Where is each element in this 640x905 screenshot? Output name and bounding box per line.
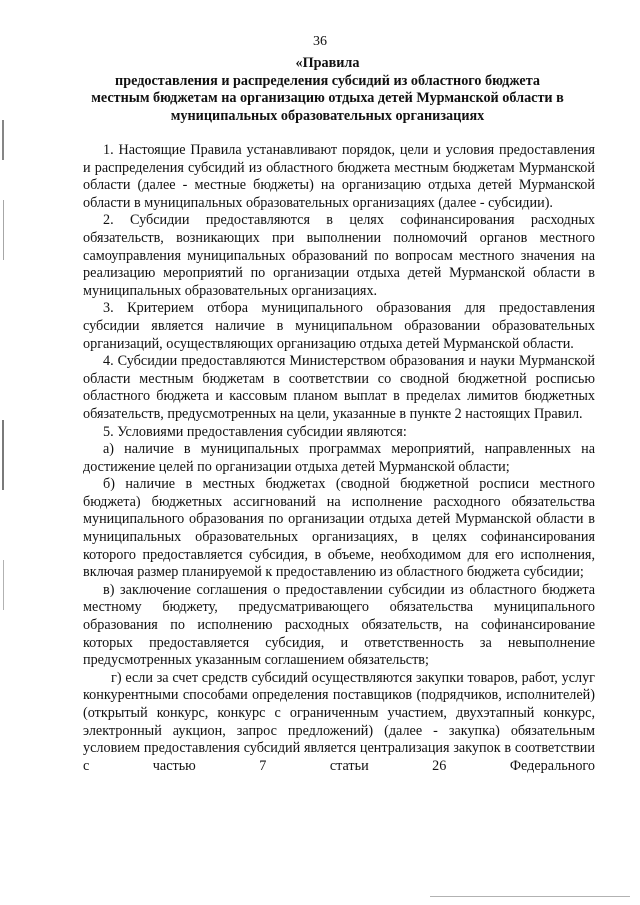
title-line-4: муниципальных образовательных организациях [170,107,485,124]
scan-mark-left-1 [2,120,4,160]
document-body [83,142,595,775]
paragraph-5a: а) наличие в муниципальных программах мероприятий, направленных на достижение целей по организации отдыха детей Мурманской области; [83,441,595,475]
scan-mark-left-3 [2,420,4,490]
document-title [60,55,595,125]
page-number: 36 [313,34,327,49]
paragraph-5: 5. Условиями предоставления субсидии являются: [103,423,407,440]
paragraph-1: 1. Настоящие Правила устанавливают порядок, цели и условия предоставления и распределения субсидий из областного бюджета местным бюджетам Мурманской области (далее - местные бюджеты) на организацию отдыха детей Мурманской области в муниципальных образовательных организациях (далее - субсидии). [83,142,595,211]
scan-mark-left-2 [3,200,4,260]
paragraph-5b: б) наличие в местных бюджетах (сводной бюджетной росписи местного бюджета) бюджетных ассигнований на исполнение расходного обязательства муниципального образования по организации отдыха детей Мурманской области в муниципальных образовательных организациях, в целях софинансирования которого предоставляется субсидия, в объеме, необходимом для его исполнения, включая размер планируемой к предоставлению из областного бюджета субсидии; [83,476,595,581]
title-line-2: предоставления и распределения субсидий из областного бюджета [115,72,540,89]
paragraph-3: 3. Критерием отбора муниципального образования для предоставления субсидии является наличие в муниципальном образовании образовательных организаций, осуществляющих организацию отдыха детей Мурманской области. [83,300,595,352]
paragraph-5g: г) если за счет средств субсидий осуществляются закупки товаров, работ, услуг конкурентными способами определения поставщиков (подрядчиков, исполнителей) (открытый конкурс, конкурс с ограниченным участием, двухэтапный конкурс, электронный аукцион, запрос предложений) (далее - закупка) обязательным условием предоставления субсидий является централизация закупок в соответствии с частью 7 статьи 26 Федерального [83,669,595,774]
paragraph-5v: в) заключение соглашения о предоставлении субсидии из областного бюджета местному бюджету, предусматривающего обязательства муниципального образования по исполнению расходных обязательств, на софинансирование которых предоставляется субсидия, и ответственность за невыполнение предусмотренных указанным соглашением обязательств; [83,581,595,669]
scan-mark-bottom [430,896,630,897]
paragraph-2: 2. Субсидии предоставляются в целях софинансирования расходных обязательств, возникающих при выполнении полномочий органов местного самоуправления муниципальных образований по вопросам местного значения на реализацию мероприятий по организации отдыха детей Мурманской области в муниципальных образовательных организациях. [83,212,595,299]
scan-mark-left-4 [3,560,4,610]
title-line-3: местным бюджетам на организацию отдыха детей Мурманской области в [91,90,564,107]
title-line-1: «Правила [295,55,360,71]
paragraph-4: 4. Субсидии предоставляются Министерством образования и науки Мурманской области местным бюджетам в соответствии со сводной бюджетной росписью областного бюджета и кассовым планом выплат в пределах лимитов бюджетных обязательств, предусмотренных на цели, указанные в пункте 2 настоящих Правил. [83,353,595,422]
